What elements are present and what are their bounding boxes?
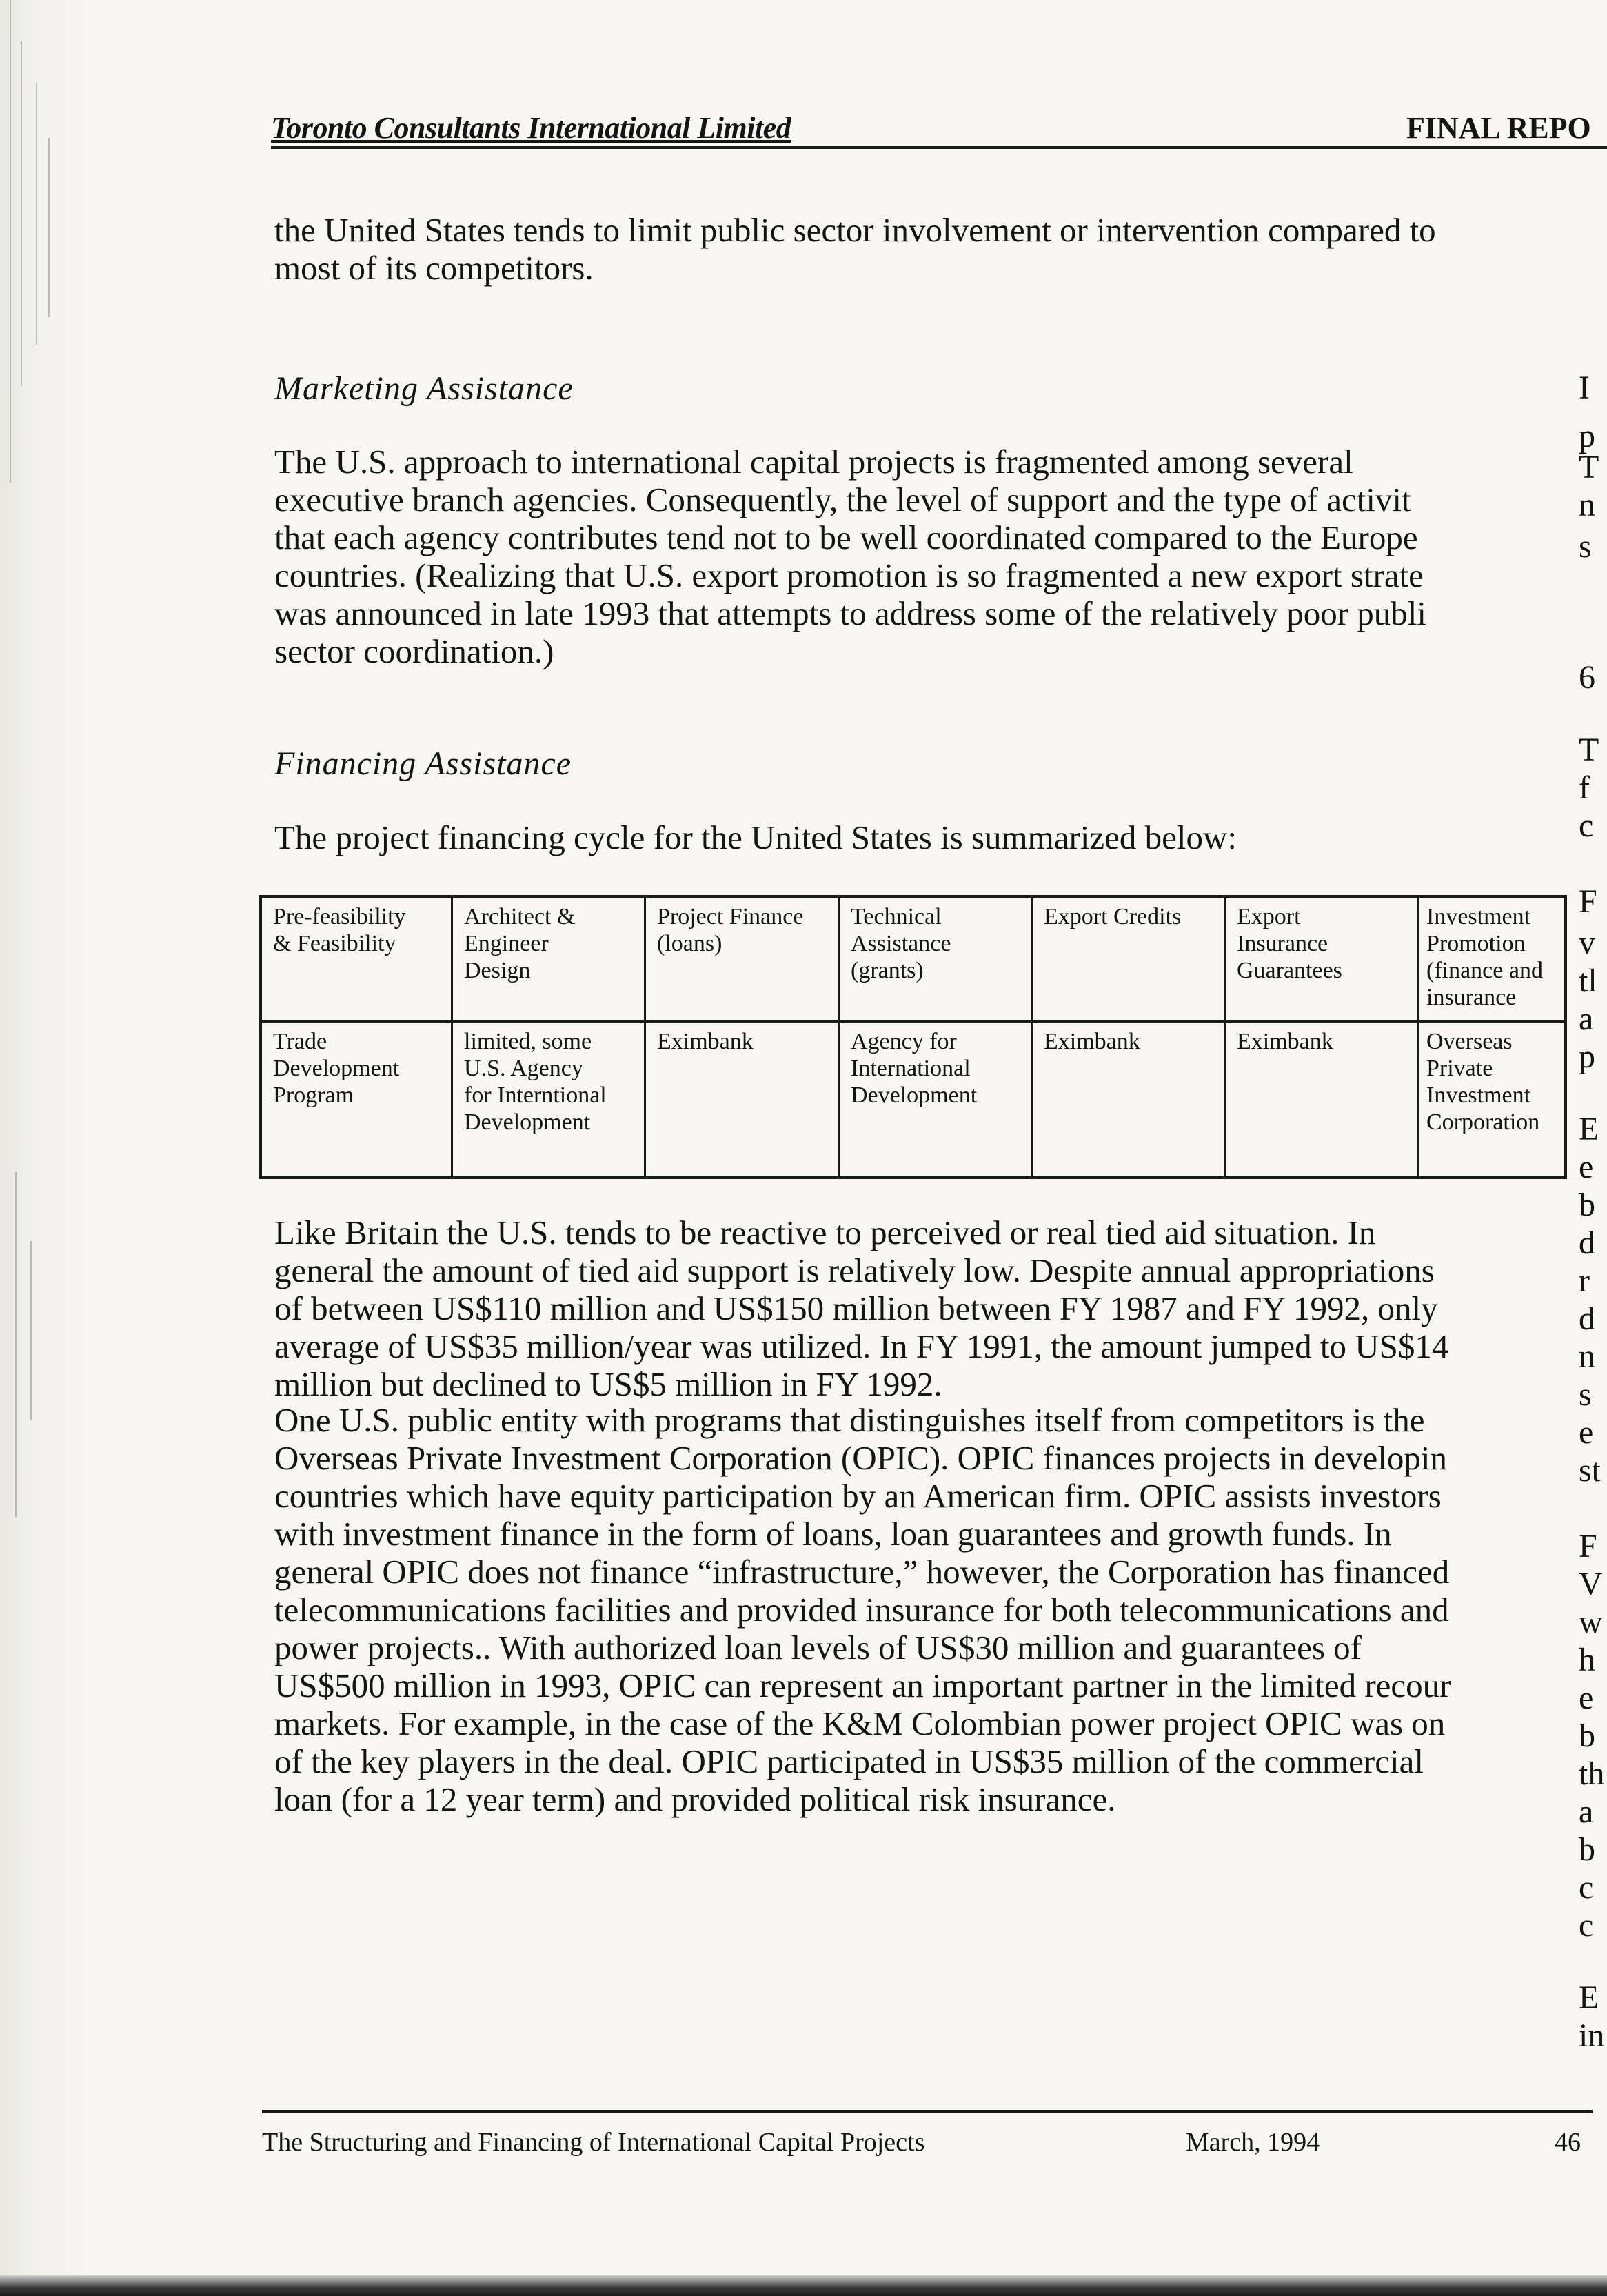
cell-line: Agency for bbox=[851, 1029, 957, 1054]
cell-line: Development bbox=[273, 1056, 400, 1081]
fragment: d bbox=[1579, 1225, 1595, 1261]
fragment: st bbox=[1579, 1452, 1601, 1489]
fragment: c bbox=[1579, 807, 1594, 844]
cell-line: International bbox=[851, 1056, 971, 1081]
text-line: loan (for a 12 year term) and provided political risk insurance. bbox=[274, 1780, 1116, 1818]
text-line: Like Britain the U.S. tends to be reactive to perceived or real tied aid situation. In bbox=[274, 1214, 1376, 1251]
fragment: e bbox=[1579, 1414, 1594, 1451]
table-header-cell bbox=[646, 898, 838, 1020]
fragment: b bbox=[1579, 1718, 1595, 1754]
cell-line: Eximbank bbox=[657, 1029, 754, 1054]
header-rule bbox=[271, 146, 1607, 149]
text-line: The U.S. approach to international capital projects is fragmented among several bbox=[274, 443, 1353, 481]
table-header-cell bbox=[453, 898, 644, 1020]
running-header-report: FINAL REPO bbox=[1406, 111, 1591, 145]
table-body-cell bbox=[1033, 1023, 1224, 1176]
fragment: E bbox=[1579, 1980, 1599, 2016]
scan-binding-edge bbox=[0, 0, 90, 2296]
table-body-cell bbox=[1419, 1023, 1564, 1176]
text-line: was announced in late 1993 that attempts to address some of the relatively poor publi bbox=[274, 594, 1427, 632]
scan-bottom-edge bbox=[0, 2275, 1607, 2296]
text-line: One U.S. public entity with programs that distinguishes itself from competitors is the bbox=[274, 1401, 1425, 1439]
cell-line: Promotion bbox=[1426, 931, 1526, 956]
cell-line: Design bbox=[464, 958, 531, 983]
text-line: with investment finance in the form of loans, loan guarantees and growth funds. In bbox=[274, 1515, 1392, 1553]
cell-line: Eximbank bbox=[1044, 1029, 1140, 1054]
fragment: F bbox=[1579, 1528, 1597, 1564]
cell-line: Corporation bbox=[1426, 1109, 1540, 1135]
fragment: e bbox=[1579, 1149, 1594, 1185]
cell-line: Investment bbox=[1426, 904, 1531, 929]
fragment: T bbox=[1579, 449, 1599, 485]
fragment: E bbox=[1579, 1111, 1599, 1147]
cell-line: Insurance bbox=[1237, 931, 1328, 956]
text-line: executive branch agencies. Consequently, the level of support and the type of activit bbox=[274, 481, 1411, 518]
cell-line: insurance bbox=[1426, 985, 1517, 1010]
cell-line: Technical bbox=[851, 904, 942, 929]
fragment: s bbox=[1579, 528, 1592, 565]
paragraph-financing-intro bbox=[274, 818, 1570, 856]
fragment: I bbox=[1579, 370, 1590, 406]
footer-date: March, 1994 bbox=[1186, 2128, 1320, 2157]
text-line: average of US$35 million/year was utilized. In FY 1991, the amount jumped to US$14 bbox=[274, 1327, 1449, 1365]
cell-line: & Feasibility bbox=[273, 931, 396, 956]
fragment: 6 bbox=[1579, 659, 1595, 696]
fragment: v bbox=[1579, 925, 1595, 961]
fragment: F bbox=[1579, 883, 1597, 920]
table-body-cell bbox=[646, 1023, 838, 1176]
table-header-cell bbox=[1226, 898, 1417, 1020]
text-line: that each agency contributes tend not to be well coordinated compared to the Europe bbox=[274, 518, 1418, 556]
table-header-cell bbox=[840, 898, 1031, 1020]
fragment: in bbox=[1579, 2017, 1605, 2054]
fragment: r bbox=[1579, 1262, 1590, 1299]
text-line: most of its competitors. bbox=[274, 249, 594, 287]
table-body-cell bbox=[453, 1023, 644, 1176]
text-line: million but declined to US$5 million in FY 1992. bbox=[274, 1365, 942, 1403]
cell-line: Engineer bbox=[464, 931, 549, 956]
cell-line: (grants) bbox=[851, 958, 924, 983]
cell-line: (finance and bbox=[1426, 958, 1543, 983]
text-line: general OPIC does not finance “infrastructure,” however, the Corporation has financed bbox=[274, 1553, 1450, 1591]
fragment: a bbox=[1579, 1000, 1594, 1037]
cell-line: Assistance bbox=[851, 931, 951, 956]
fragment: c bbox=[1579, 1869, 1594, 1906]
table-body-cell bbox=[840, 1023, 1031, 1176]
cell-line: Eximbank bbox=[1237, 1029, 1333, 1054]
fragment: c bbox=[1579, 1907, 1594, 1944]
text-line: The project financing cycle for the United States is summarized below: bbox=[274, 818, 1237, 856]
text-line: US$500 million in 1993, OPIC can represent an important partner in the limited recour bbox=[274, 1666, 1451, 1704]
cell-line: Private bbox=[1426, 1056, 1493, 1081]
text-line: sector coordination.) bbox=[274, 632, 554, 670]
fragment: n bbox=[1579, 1338, 1595, 1375]
cell-line: Project Finance bbox=[657, 904, 804, 929]
page-number: 46 bbox=[1555, 2128, 1581, 2157]
table-header-cell bbox=[1419, 898, 1564, 1020]
cell-line: Program bbox=[273, 1082, 354, 1108]
cell-line: Development bbox=[851, 1082, 978, 1108]
fragment: n bbox=[1579, 487, 1595, 523]
heading-marketing-assistance: Marketing Assistance bbox=[274, 370, 574, 407]
text-line: of between US$110 million and US$150 million between FY 1987 and FY 1992, only bbox=[274, 1289, 1438, 1327]
fragment: th bbox=[1579, 1755, 1605, 1792]
fragment: h bbox=[1579, 1642, 1595, 1678]
fragment: b bbox=[1579, 1831, 1595, 1868]
text-line: markets. For example, in the case of the K&M Colombian power project OPIC was on bbox=[274, 1704, 1446, 1742]
cell-line: Guarantees bbox=[1237, 958, 1342, 983]
text-line: Overseas Private Investment Corporation (OPIC). OPIC finances projects in developin bbox=[274, 1439, 1448, 1477]
fragment: T bbox=[1579, 732, 1599, 768]
cell-line: for Interntional bbox=[464, 1082, 607, 1108]
cell-line: Development bbox=[464, 1109, 591, 1135]
fragment: f bbox=[1579, 769, 1590, 806]
text-line: the United States tends to limit public sector involvement or intervention compared to bbox=[274, 211, 1436, 249]
text-line: general the amount of tied aid support is relatively low. Despite annual appropriations bbox=[274, 1251, 1435, 1289]
cell-line: Overseas bbox=[1426, 1029, 1513, 1054]
text-line: of the key players in the deal. OPIC participated in US$35 million of the commercial bbox=[274, 1742, 1424, 1780]
table-body-cell bbox=[1226, 1023, 1417, 1176]
text-line: power projects.. With authorized loan levels of US$30 million and guarantees of bbox=[274, 1629, 1362, 1666]
fragment: s bbox=[1579, 1376, 1592, 1413]
fragment: b bbox=[1579, 1187, 1595, 1223]
cell-line: limited, some bbox=[464, 1029, 592, 1054]
cell-line: Export Credits bbox=[1044, 904, 1182, 929]
paragraph-intro bbox=[274, 211, 1570, 287]
text-line: telecommunications facilities and provided insurance for both telecommunications and bbox=[274, 1591, 1449, 1629]
cell-line: Pre-feasibility bbox=[273, 904, 406, 929]
fragment: e bbox=[1579, 1680, 1594, 1716]
financing-cycle-table bbox=[259, 895, 1567, 1179]
table-header-cell bbox=[262, 898, 451, 1020]
heading-financing-assistance: Financing Assistance bbox=[274, 745, 572, 782]
table-header-cell bbox=[1033, 898, 1224, 1020]
fragment: w bbox=[1579, 1604, 1603, 1640]
cell-line: Export bbox=[1237, 904, 1301, 929]
fragment: p bbox=[1579, 1038, 1595, 1075]
fragment: a bbox=[1579, 1793, 1594, 1830]
paragraph-marketing bbox=[274, 443, 1570, 670]
fragment: d bbox=[1579, 1300, 1595, 1337]
footer-rule bbox=[262, 2110, 1593, 2113]
fragment: V bbox=[1579, 1566, 1603, 1602]
fragment: tl bbox=[1579, 963, 1597, 999]
paragraph-tied-aid bbox=[274, 1214, 1570, 1403]
cell-line: (loans) bbox=[657, 931, 722, 956]
text-line: countries which have equity participation by an American firm. OPIC assists investors bbox=[274, 1477, 1442, 1515]
text-line: countries. (Realizing that U.S. export promotion is so fragmented a new export strate bbox=[274, 556, 1424, 594]
cell-line: Trade bbox=[273, 1029, 327, 1054]
footer-title: The Structuring and Financing of International Capital Projects bbox=[262, 2128, 925, 2157]
fragment: p bbox=[1579, 418, 1595, 454]
table-body-cell bbox=[262, 1023, 451, 1176]
running-header-company: Toronto Consultants International Limited bbox=[271, 111, 791, 145]
cell-line: U.S. Agency bbox=[464, 1056, 583, 1081]
paragraph-opic bbox=[274, 1401, 1570, 1818]
cell-line: Investment bbox=[1426, 1082, 1531, 1108]
cell-line: Architect & bbox=[464, 904, 576, 929]
